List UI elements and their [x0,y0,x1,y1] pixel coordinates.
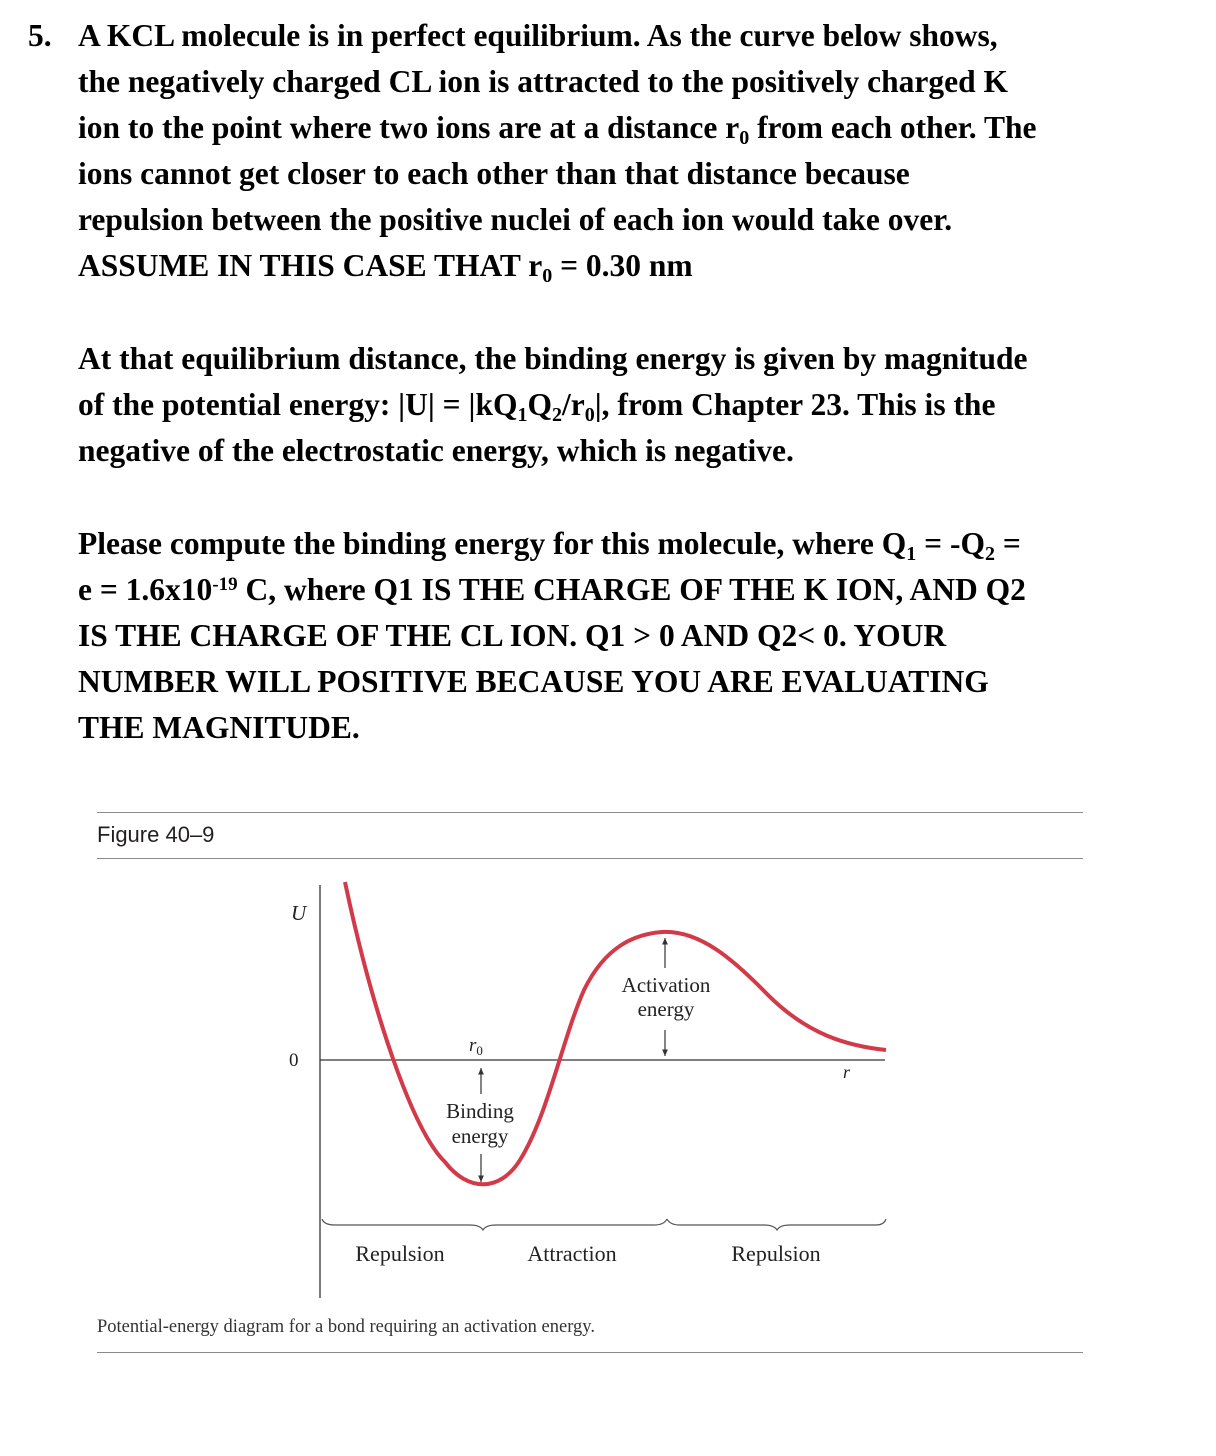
question-text-line: the negatively charged CL ion is attracted to the positively charged K [78,64,1009,99]
figure-bottom-rule [97,1352,1083,1353]
region-label-attraction: Attraction [527,1241,617,1266]
question-text-line: NUMBER WILL POSITIVE BECAUSE YOU ARE EVALUATING [78,664,989,699]
question-text-line: $e = 1.6x10^{-19}$ C, where Q1 IS THE CHARGE OF THE K ION, AND Q2 [78,572,1026,607]
repulsion-brace-left [322,1219,667,1230]
question-text-line: negative of the electrostatic energy, which is negative. [78,433,794,468]
question-text-line: Please compute the binding energy for this molecule, where $Q_1 = -Q_2$ = [78,526,1021,565]
question-number: 5. [28,18,52,53]
activation-energy-label: Activation [621,973,711,997]
r0-label: $r_0$ [469,1035,483,1058]
question-text-line: ion to the point where two ions are at a distance $r_0$ from each other. The [78,110,1037,149]
figure-caption: Potential-energy diagram for a bond requiring an activation energy. [97,1317,595,1337]
zero-label: 0 [289,1050,299,1071]
question-text-line: ions cannot get closer to each other than that distance because [78,156,910,191]
binding-energy-label: Binding [446,1099,514,1123]
figure-title: Figure 40–9 [97,822,215,847]
region-label-repulsion: Repulsion [355,1241,445,1266]
question-text-line: of the potential energy: $|U| = |kQ_1Q_2/r_0|$, from Chapter 23. This is the [78,387,996,426]
y-axis-label: U [291,901,307,925]
attraction-brace [667,1219,886,1230]
region-label-repulsion-right: Repulsion [731,1241,821,1266]
question-text-line: IS THE CHARGE OF THE CL ION. Q1 > 0 AND Q2< 0. YOUR [78,618,947,653]
question-text-line: A KCL molecule is in perfect equilibrium. As the curve below shows, [78,18,998,53]
r-axis-label: r [843,1062,851,1082]
binding-energy-label: energy [451,1124,509,1148]
question-text-line: At that equilibrium distance, the binding energy is given by magnitude [78,341,1028,376]
question-text-line: ASSUME IN THIS CASE THAT $r_0 = 0.30$ nm [78,248,693,287]
potential-curve [345,882,886,1184]
activation-energy-label: energy [637,997,695,1021]
question-text-line: repulsion between the positive nuclei of each ion would take over. [78,202,953,237]
question-text-line: THE MAGNITUDE. [78,710,360,745]
